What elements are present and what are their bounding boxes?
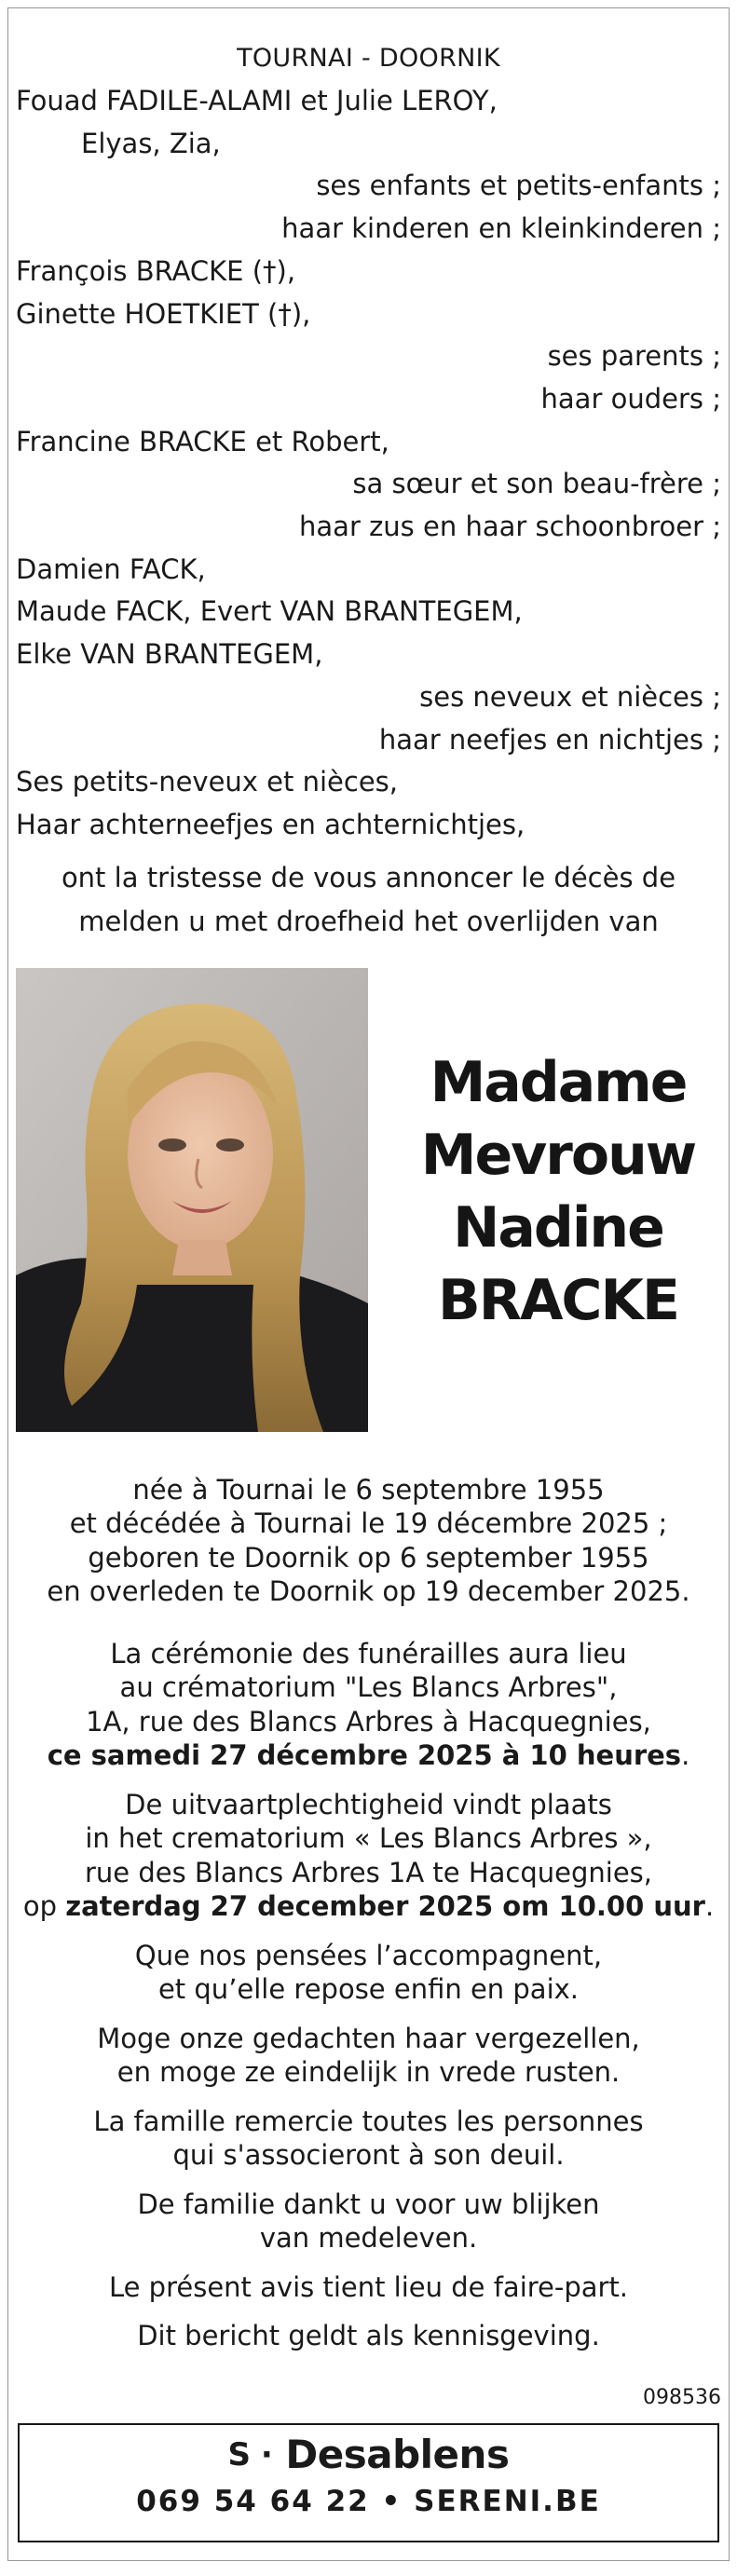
title-nl: Mevrouw [420,1122,696,1188]
thanks-line: De familie dankt u voor uw blijken [137,2188,600,2220]
family-line: Damien FACK, [16,552,206,585]
notice-nl [8,2319,729,2353]
details [8,1473,729,2353]
notice-fr [8,2270,729,2305]
announcement-nl: melden u met droefheid het overlijden van [78,905,659,937]
thanks-line: qui s'associeront à son deuil. [172,2139,565,2172]
funeral-home-box [18,2423,719,2542]
dates-block [8,1473,729,1609]
family-line: Ginette HOETKIET (†), [16,297,311,330]
notice-line: Dit bericht geldt als kennisgeving. [137,2320,600,2352]
ceremony-fr-line: 1A, rue des Blancs Arbres à Hacquegnies, [86,1705,651,1738]
last-name: BRACKE [438,1267,678,1333]
title-fr: Madame [430,1049,687,1115]
deceased-name [386,1046,730,1337]
thanks-line: van medeleven. [259,2222,478,2255]
obituary-notice [7,7,730,2561]
date-line: née à Tournai le 6 septembre 1955 [132,1473,605,1506]
thoughts-line: et qu’elle repose enfin en paix. [157,1973,580,2006]
family-line: Fouad FADILE-ALAMI et Julie LEROY, [16,85,498,116]
family-line: ses parents ; [547,340,721,373]
thoughts-fr [8,1939,729,2007]
family-line: Elyas, Zia, [81,127,221,159]
family-line: Francine BRACKE et Robert, [16,425,389,457]
ceremony-fr [8,1637,729,1773]
ceremony-fr-line: au crématorium "Les Blancs Arbres", [119,1671,618,1704]
ceremony-fr-date-bold: ce samedi 27 décembre 2025 à 10 heures [47,1739,682,1772]
announcement-fr: ont la tristesse de vous annoncer le décès de [61,861,676,893]
thanks-nl [8,2188,729,2256]
family-line: Ses petits-neveux et nièces, [16,766,399,798]
date-line: geboren te Doornik op 6 september 1955 [88,1541,649,1574]
ceremony-nl-line: De uitvaartplechtigheid vindt plaats [125,1788,612,1820]
ceremony-fr-date [8,1738,729,1773]
punct: . [704,1890,715,1923]
family-line: haar neefjes en nichtjes ; [378,723,721,756]
first-name: Nadine [453,1194,663,1261]
portrait-photo [16,968,368,1432]
ceremony-nl-date [8,1889,729,1924]
ceremony-nl-date-bold: zaterdag 27 december 2025 om 10.00 uur [65,1890,705,1923]
prefix: op [22,1890,66,1923]
family-line: Elke VAN BRANTEGEM, [16,638,323,671]
announcement [8,856,729,944]
family-line: sa sœur et son beau-frère ; [352,468,721,500]
family-line: Haar achterneefjes en achternichtjes, [16,808,525,840]
portrait-image [16,968,368,1432]
ceremony-nl-line: rue des Blancs Arbres 1A te Hacquegnies, [84,1856,653,1888]
brand-mark: S · [227,2436,273,2474]
date-line: en overleden te Doornik op 19 december 2025. [47,1575,690,1608]
family-list [16,80,721,847]
family-line: Maude FACK, Evert VAN BRANTEGEM, [16,595,523,628]
reference-number: 098536 [643,2386,721,2409]
family-line: haar ouders ; [540,382,721,415]
family-line: ses enfants et petits-enfants ; [316,170,721,202]
punct: . [681,1739,690,1772]
notice-line: Le présent avis tient lieu de faire-part. [108,2270,629,2303]
brand-name: Desablens [285,2432,510,2477]
ceremony-nl [8,1788,729,1924]
city-heading: TOURNAI - DOORNIK [237,44,500,73]
thoughts-line: en moge ze eindelijk in vrede rusten. [116,2056,621,2089]
ceremony-fr-line: La cérémonie des funérailles aura lieu [110,1637,627,1670]
family-line: ses neveux et nièces ; [419,680,721,713]
thoughts-line: Que nos pensées l’accompagnent, [134,1939,603,1971]
funeral-home-brand [20,2431,717,2482]
thanks-fr [8,2105,729,2173]
funeral-home-contact: 069 54 64 22 • SERENI.BE [136,2485,601,2518]
portrait-section [8,968,729,1452]
date-line: et décédée à Tournai le 19 décembre 2025 ; [69,1507,668,1540]
thoughts-line: Moge onze gedachten haar vergezellen, [97,2022,640,2054]
family-line: haar kinderen en kleinkinderen ; [281,212,721,245]
family-line: haar zus en haar schoonbroer ; [299,511,721,543]
ceremony-nl-line: in het crematorium « Les Blancs Arbres », [85,1822,652,1855]
family-line: François BRACKE (†), [16,254,296,287]
thanks-line: La famille remercie toutes les personnes [93,2105,644,2137]
thoughts-nl [8,2022,729,2090]
